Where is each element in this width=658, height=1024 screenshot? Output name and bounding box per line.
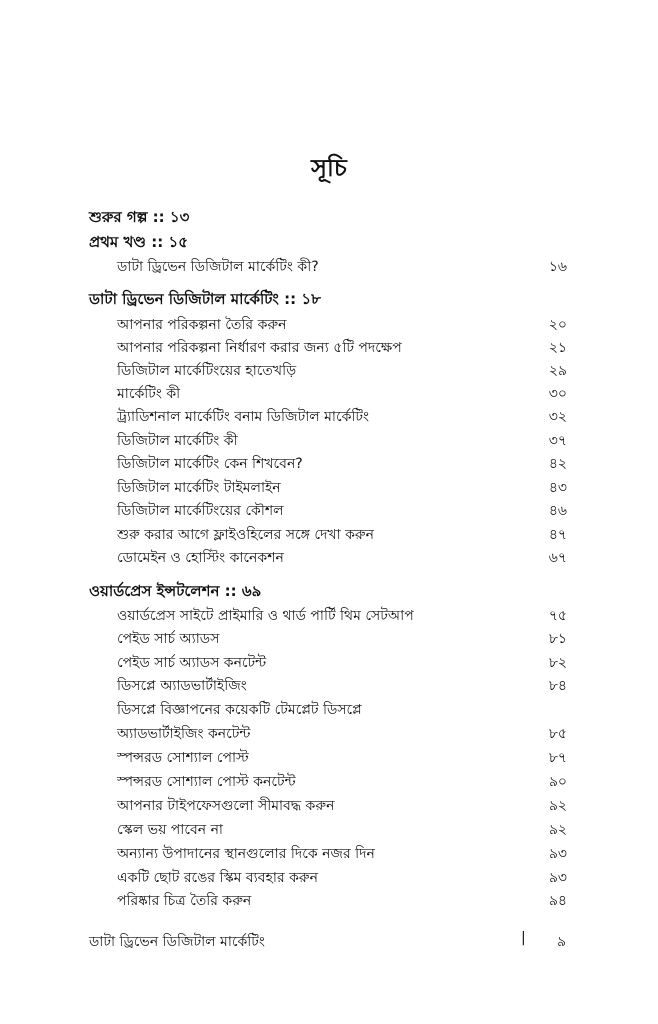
toc-entry-title: ডিজিটাল মার্কেটিং কেন শিখবেন? [117, 456, 303, 472]
toc-entry-title: ডোমেইন ও হোস্টিং কানেকশন [117, 550, 284, 566]
toc-entry-title: আপনার পরিকল্পনা নির্ধারণ করার জন্য ৫টি পদক্ষেপ [117, 340, 402, 356]
toc-section-heading: শুরুর গল্প :: ১৩ [89, 208, 190, 226]
toc-entry [117, 313, 567, 335]
toc-entry [117, 627, 567, 649]
toc-entry-title: শুরু করার আগে ফ্লাইওহিলের সঙ্গে দেখা করুন [117, 527, 374, 543]
toc-entry [117, 499, 567, 521]
toc-entry-page: ২৯ [548, 363, 567, 379]
toc-entry [117, 698, 567, 720]
toc-entry-page: ২০ [548, 317, 567, 333]
toc-entry-title: পেইড সার্চ অ্যাডস [117, 631, 220, 647]
toc-entry-title: মার্কেটিং কী [117, 386, 181, 402]
toc-entry-page: ৮৫ [548, 726, 567, 742]
toc-entry-page: ৯৪ [548, 893, 567, 909]
toc-entry-title: পেইড সার্চ অ্যাডস কনটেন্ট [117, 655, 267, 671]
toc-entry [117, 382, 567, 404]
toc-entry-page: ৭৫ [548, 608, 567, 624]
toc-entry-title: স্কেল ভয় পাবেন না [117, 822, 223, 838]
toc-entry-page: ৪৬ [548, 503, 567, 519]
toc-entry-page: ৬৭ [548, 550, 567, 566]
toc-entry-title: ডিসপ্লে বিজ্ঞাপনের কয়েকটি টেমপ্লেট ডিসপ্লে [117, 702, 362, 718]
toc-entry [117, 889, 567, 911]
toc-entry-page: ৮৭ [548, 750, 567, 766]
toc-entry-page: ৪৭ [548, 527, 567, 543]
toc-entry-title: ডিজিটাল মার্কেটিং টাইমলাইন [117, 480, 281, 496]
toc-entry-title: ডিজিটাল মার্কেটিংয়ের কৌশল [117, 503, 284, 519]
toc-section-heading: ওয়ার্ডপ্রেস ইন্সটলেশন :: ৬৯ [89, 582, 262, 600]
toc-entry-page: ৩৭ [548, 433, 567, 449]
toc-entry-title: ডিজিটাল মার্কেটিং কী [117, 433, 238, 449]
toc-entry [117, 336, 567, 358]
toc-entry-page: ৪৩ [548, 480, 567, 496]
toc-entry [117, 866, 567, 888]
page-number: ৯ [557, 934, 567, 950]
toc-entry-page: ২১ [548, 340, 567, 356]
toc-entry-page: ১৬ [548, 259, 567, 275]
toc-section-heading: প্রথম খণ্ড :: ১৫ [89, 233, 188, 251]
toc-entry-title: স্পন্সরড সোশ্যাল পোস্ট কনটেন্ট [117, 774, 296, 790]
toc-entry-page: ৯২ [548, 822, 567, 838]
toc-entry-page: ৪২ [548, 456, 567, 472]
toc-entry-title: আপনার পরিকল্পনা তৈরি করুন [117, 317, 287, 333]
toc-entry [117, 651, 567, 673]
toc-entry-page: ৯৩ [548, 870, 567, 886]
toc-entry-title: আপনার টাইপফেসগুলো সীমাবদ্ধ করুন [117, 798, 335, 814]
toc-entry [117, 818, 567, 840]
toc-entry-page: ৯২ [548, 798, 567, 814]
toc-entry-title: স্পন্সরড সোশ্যাল পোস্ট [117, 750, 249, 766]
toc-entry [117, 359, 567, 381]
toc-entry [117, 674, 567, 696]
toc-entry-page: ৮২ [548, 655, 567, 671]
toc-entry-page: ৮১ [548, 631, 567, 647]
toc-entry-title: একটি ছোট রঙের স্কিম ব্যবহার করুন [117, 870, 318, 886]
toc-entry [117, 746, 567, 768]
running-footer-title: ডাটা ড্রিভেন ডিজিটাল মার্কেটিং [89, 934, 265, 950]
toc-entry [117, 255, 567, 277]
toc-entry [117, 722, 567, 744]
toc-entry-title: ডিসপ্লে অ্যাডভার্টাইজিং [117, 678, 247, 694]
toc-entry-title: ডিজিটাল মার্কেটিংয়ের হাতেখড়ি [117, 363, 297, 379]
page-title: সূচি [311, 154, 347, 182]
toc-entry [117, 429, 567, 451]
toc-entry-page: ৮৪ [548, 678, 567, 694]
toc-entry [117, 405, 567, 427]
toc-entry-title: অ্যাডভার্টাইজিং কনটেন্ট [117, 726, 251, 742]
toc-entry [117, 546, 567, 568]
footer-separator: | [521, 930, 526, 946]
toc-entry-page: ৯০ [548, 774, 567, 790]
toc-entry-title: অন্যান্য উপাদানের স্থানগুলোর দিকে নজর দিন [117, 846, 375, 862]
toc-entry-page: ৩০ [548, 386, 567, 402]
toc-entry [117, 476, 567, 498]
toc-entry [117, 604, 567, 626]
toc-entry [117, 842, 567, 864]
toc-entry-title: ডাটা ড্রিভেন ডিজিটাল মার্কেটিং কী? [117, 259, 319, 275]
toc-entry-title: ট্র্যাডিশনাল মার্কেটিং বনাম ডিজিটাল মার্কেটিং [117, 409, 370, 425]
toc-entry [117, 452, 567, 474]
toc-entry-page: ৯৩ [548, 846, 567, 862]
toc-entry-title: ওয়ার্ডপ্রেস সাইটে প্রাইমারি ও থার্ড পার্টি থিম সেটআপ [117, 608, 414, 624]
toc-entry-page: ৩২ [548, 409, 567, 425]
toc-section-heading: ডাটা ড্রিভেন ডিজিটাল মার্কেটিং :: ১৮ [89, 290, 321, 308]
toc-entry [117, 794, 567, 816]
toc-entry [117, 523, 567, 545]
toc-entry [117, 770, 567, 792]
toc-entry-title: পরিষ্কার চিত্র তৈরি করুন [117, 893, 252, 909]
